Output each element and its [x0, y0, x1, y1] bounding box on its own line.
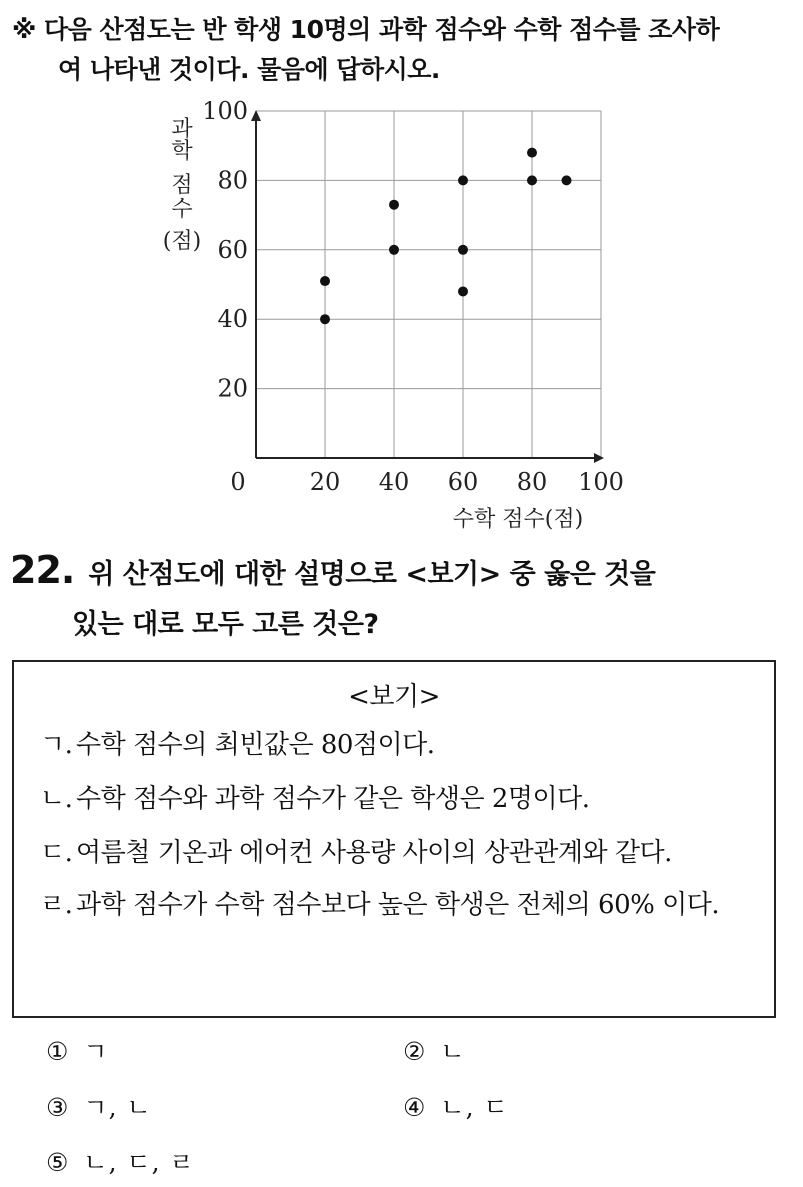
question-number: 22.: [10, 548, 75, 592]
answer-choice-1[interactable]: [46, 1032, 109, 1068]
choice-number: ⑤: [46, 1148, 70, 1177]
scatter-plot: [0, 96, 803, 536]
choice-text: ㄱ: [83, 1037, 109, 1066]
x-tick-label: 100: [578, 468, 624, 496]
choice-number: ②: [403, 1037, 427, 1066]
scatter-point: [389, 245, 399, 255]
question-line-1: 위 산점도에 대한 설명으로 <보기> 중 옳은 것을: [88, 559, 656, 590]
choice-text: ㄴ, ㄷ, ㄹ: [83, 1148, 195, 1177]
scatter-point: [458, 286, 468, 296]
axes: [251, 110, 604, 463]
example-box: [12, 660, 776, 1018]
tick-labels: [202, 97, 624, 496]
instruction-line-2: 여 나타낸 것이다. 물음에 답하시오.: [58, 55, 440, 84]
item-text: 수학 점수와 과학 점수가 같은 학생은 2명이다.: [76, 784, 590, 814]
data-points: [320, 148, 572, 325]
choice-text: ㄴ: [440, 1037, 466, 1066]
y-axis-label-part: (점): [162, 229, 202, 254]
y-tick-label: 100: [202, 97, 248, 125]
y-tick-label: 60: [217, 235, 248, 264]
example-item: [14, 885, 774, 925]
example-item: [14, 833, 774, 873]
scatter-point: [458, 175, 468, 185]
grid: [256, 111, 601, 458]
y-tick-label: 80: [217, 166, 248, 195]
x-tick-label: 60: [447, 468, 479, 496]
choice-number: ①: [46, 1037, 70, 1066]
x-tick-label: 80: [516, 468, 548, 496]
example-item: [14, 779, 774, 819]
y-tick-label: 20: [217, 374, 248, 403]
example-box-title: <보기>: [348, 682, 440, 712]
y-axis-label-part: 학: [171, 139, 193, 164]
y-axis-label-part: 과: [171, 117, 193, 142]
instruction-text: [12, 10, 797, 90]
item-mark: ㄷ.: [40, 838, 73, 868]
x-axis-arrow: [594, 453, 604, 463]
item-mark: ㄱ.: [40, 730, 73, 760]
y-axis-arrow: [251, 110, 261, 121]
scatter-point: [389, 200, 399, 210]
example-item: [14, 725, 774, 765]
item-text: 여름철 기온과 에어컨 사용량 사이의 상관관계와 같다.: [76, 838, 672, 868]
x-tick-label: 0: [230, 468, 246, 496]
instruction-line-1: ※ 다음 산점도는 반 학생 10명의 과학 점수와 수학 점수를 조사하: [12, 15, 720, 44]
question-line-2: 있는 대로 모두 고른 것은?: [72, 609, 379, 640]
choice-number: ③: [46, 1093, 70, 1122]
answer-choice-4[interactable]: [403, 1088, 509, 1124]
choice-text: ㄴ, ㄷ: [440, 1093, 509, 1122]
question-header: [10, 548, 795, 641]
x-tick-label: 40: [378, 468, 410, 496]
choice-number: ④: [403, 1093, 427, 1122]
scatter-point: [320, 314, 330, 324]
item-text: 수학 점수의 최빈값은 80점이다.: [76, 730, 435, 760]
y-tick-label: 40: [217, 305, 248, 334]
item-mark: ㄴ.: [40, 784, 73, 814]
scatter-point: [527, 175, 537, 185]
item-mark: ㄹ.: [40, 890, 73, 920]
scatter-point: [458, 245, 468, 255]
answer-choice-2[interactable]: [403, 1032, 466, 1068]
scatter-point: [320, 276, 330, 286]
item-text: 과학 점수가 수학 점수보다 높은 학생은 전체의 60% 이다.: [76, 890, 720, 920]
answer-choice-3[interactable]: [46, 1088, 152, 1124]
answer-choice-5[interactable]: [46, 1143, 195, 1179]
y-axis-label-part: 점: [171, 173, 193, 198]
y-axis-label-part: 수: [171, 197, 193, 222]
x-tick-label: 20: [309, 468, 341, 496]
x-axis-label: 수학 점수(점): [452, 507, 584, 532]
y-axis-label: [163, 117, 201, 254]
scatter-point: [562, 175, 572, 185]
choice-text: ㄱ, ㄴ: [83, 1093, 152, 1122]
scatter-point: [527, 148, 537, 158]
